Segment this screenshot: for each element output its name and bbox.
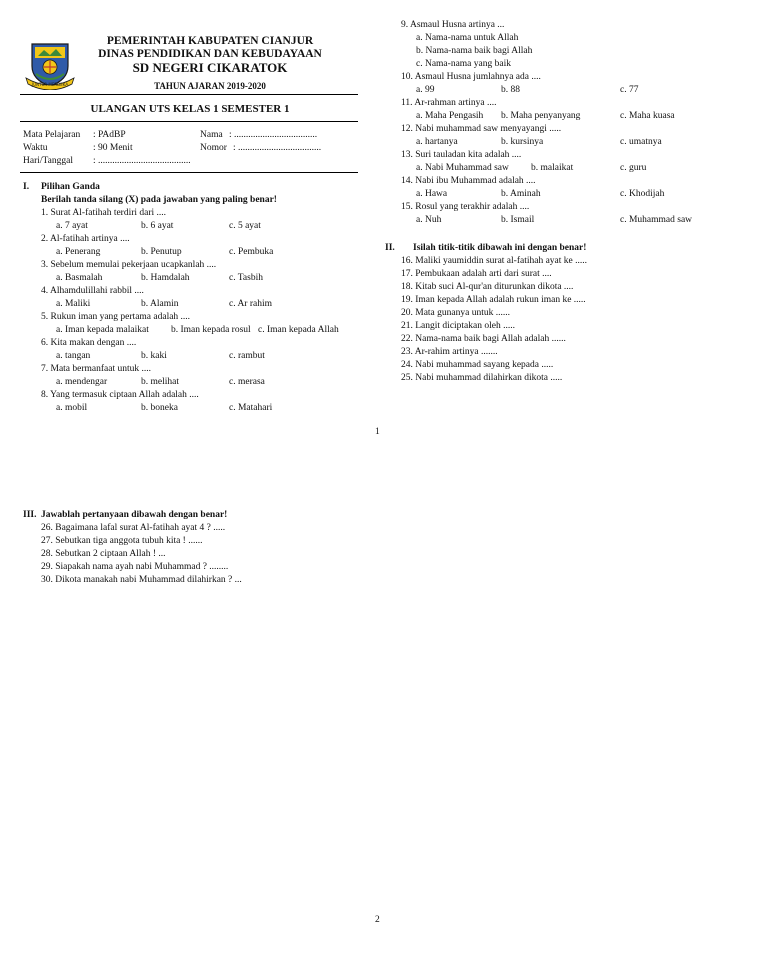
essay-item-26: 26. Bagaimana lafal surat Al-fatihah ayat 4 ? ..... bbox=[41, 523, 226, 533]
question-4-text: 4. Alhamdulillahi rabbil .... bbox=[41, 286, 144, 296]
question-5-option-b: b. Iman kepada rosul bbox=[171, 325, 251, 335]
fill-item-23: 23. Ar-rahim artinya ....... bbox=[401, 347, 498, 357]
header-line-4: TAHUN AJARAN 2019-2020 bbox=[154, 81, 266, 91]
question-15-option-b: b. Ismail bbox=[501, 215, 535, 225]
nomor-value: : ................................... bbox=[233, 143, 322, 153]
question-5-option-c: c. Iman kepada Allah bbox=[258, 325, 339, 335]
exam-title: ULANGAN UTS KELAS 1 SEMESTER 1 bbox=[90, 103, 290, 115]
question-15-text: 15. Rosul yang terakhir adalah .... bbox=[401, 202, 530, 212]
q9-option-c: c. Nama-nama yang baik bbox=[416, 59, 511, 69]
essay-item-29: 29. Siapakah nama ayah nabi Muhammad ? ........ bbox=[41, 562, 229, 572]
question-11-option-b: b. Maha penyanyang bbox=[501, 111, 581, 121]
question-14-option-c: c. Khodijah bbox=[620, 189, 665, 199]
section3-num: III. bbox=[23, 510, 37, 520]
page-number-2: 2 bbox=[375, 915, 380, 925]
question-2-option-b: b. Penutup bbox=[141, 247, 182, 257]
question-10-text: 10. Asmaul Husna jumlahnya ada .... bbox=[401, 72, 541, 82]
question-12-text: 12. Nabi muhammad saw menyayangi ..... bbox=[401, 124, 562, 134]
question-14-option-b: b. Aminah bbox=[501, 189, 541, 199]
essay-item-27: 27. Sebutkan tiga anggota tubuh kita ! ...... bbox=[41, 536, 203, 546]
question-7-option-a: a. mendengar bbox=[56, 377, 108, 387]
question-13-option-a: a. Nabi Muhammad saw bbox=[416, 163, 509, 173]
waktu-value: : 90 Menit bbox=[93, 143, 133, 153]
question-15-option-c: c. Muhammad saw bbox=[620, 215, 693, 225]
question-1-option-c: c. 5 ayat bbox=[229, 221, 261, 231]
question-11-text: 11. Ar-rahman artinya .... bbox=[401, 98, 497, 108]
q9-option-b: b. Nama-nama baik bagi Allah bbox=[416, 46, 533, 56]
question-10-option-c: c. 77 bbox=[620, 85, 639, 95]
fill-item-25: 25. Nabi muhammad dilahirkan dikota ..... bbox=[401, 373, 563, 383]
fill-item-17: 17. Pembukaan adalah arti dari surat .... bbox=[401, 269, 552, 279]
question-12-option-b: b. kursinya bbox=[501, 137, 544, 147]
question-13-text: 13. Suri tauladan kita adalah .... bbox=[401, 150, 522, 160]
question-13-option-c: c. guru bbox=[620, 163, 647, 173]
question-15-option-a: a. Nuh bbox=[416, 215, 442, 225]
question-2-option-a: a. Penerang bbox=[56, 247, 101, 257]
question-2-option-c: c. Pembuka bbox=[229, 247, 274, 257]
fill-item-19: 19. Iman kepada Allah adalah rukun iman ke ..... bbox=[401, 295, 586, 305]
hari-value: : ....................................... bbox=[93, 156, 191, 166]
question-5-option-a: a. Iman kepada malaikat bbox=[56, 325, 149, 335]
section2-title: Isilah titik-titik dibawah ini dengan benar! bbox=[413, 243, 587, 253]
question-12-option-c: c. umatnya bbox=[620, 137, 662, 147]
question-1-option-a: a. 7 ayat bbox=[56, 221, 88, 231]
mapel-label: Mata Pelajaran bbox=[23, 130, 81, 140]
fill-item-18: 18. Kitab suci Al-qur'an diturunkan dikota .... bbox=[401, 282, 574, 292]
question-10-option-b: b. 88 bbox=[501, 85, 520, 95]
question-7-text: 7. Mata bermanfaat untuk .... bbox=[41, 364, 152, 374]
q9-option-a: a. Nama-nama untuk Allah bbox=[416, 33, 519, 43]
header-line-1: PEMERINTAH KABUPATEN CIANJUR bbox=[106, 35, 314, 47]
question-6-option-b: b. kaki bbox=[141, 351, 167, 361]
nomor-label: Nomor bbox=[200, 143, 227, 153]
question-13-option-b: b. malaikat bbox=[531, 163, 574, 173]
question-7-option-c: c. merasa bbox=[229, 377, 265, 387]
nama-label: Nama bbox=[200, 130, 223, 140]
header-line-3: SD NEGERI CIKARATOK bbox=[132, 60, 288, 75]
question-7-option-b: b. melihat bbox=[141, 377, 179, 387]
question-1-option-b: b. 6 ayat bbox=[141, 221, 174, 231]
question-11-option-c: c. Maha kuasa bbox=[620, 111, 675, 121]
section2-num: II. bbox=[385, 243, 395, 253]
essay-item-28: 28. Sebutkan 2 ciptaan Allah ! ... bbox=[41, 549, 166, 559]
section1-instruction: Berilah tanda silang (X) pada jawaban yang paling benar! bbox=[41, 195, 277, 205]
question-2-text: 2. Al-fatihah artinya .... bbox=[41, 234, 130, 244]
page-number-1: 1 bbox=[375, 427, 380, 437]
header-divider bbox=[20, 94, 358, 95]
question-10-option-a: a. 99 bbox=[416, 85, 435, 95]
question-4-option-b: b. Alamin bbox=[141, 299, 179, 309]
question-8-option-a: a. mobil bbox=[56, 403, 88, 413]
fill-item-20: 20. Mata gunanya untuk ...... bbox=[401, 308, 510, 318]
question-6-option-a: a. tangan bbox=[56, 351, 91, 361]
question-8-option-b: b. boneka bbox=[141, 403, 178, 413]
question-3-option-c: c. Tasbih bbox=[229, 273, 263, 283]
fill-item-16: 16. Maliki yaumiddin surat al-fatihah ayat ke ..... bbox=[401, 256, 587, 266]
question-6-text: 6. Kita makan dengan .... bbox=[41, 338, 137, 348]
essay-item-30: 30. Dikota manakah nabi Muhammad dilahirkan ? ... bbox=[41, 575, 242, 585]
question-3-option-b: b. Hamdalah bbox=[141, 273, 190, 283]
question-1-text: 1. Surat Al-fatihah terdiri dari .... bbox=[41, 208, 167, 218]
question-14-option-a: a. Hawa bbox=[416, 189, 448, 199]
question-4-option-a: a. Maliki bbox=[56, 299, 91, 309]
school-logo bbox=[24, 40, 76, 90]
waktu-label: Waktu bbox=[23, 143, 48, 153]
question-8-option-c: c. Matahari bbox=[229, 403, 273, 413]
question-8-text: 8. Yang termasuk ciptaan Allah adalah .... bbox=[41, 390, 199, 400]
title-divider bbox=[20, 121, 358, 122]
section1-num: I. bbox=[23, 182, 30, 192]
logo-ribbon-text: JUNTUR MERDEKA bbox=[31, 82, 69, 87]
question-6-option-c: c. rambut bbox=[229, 351, 265, 361]
fill-item-24: 24. Nabi muhammad sayang kepada ..... bbox=[401, 360, 554, 370]
question-14-text: 14. Nabi ibu Muhammad adalah .... bbox=[401, 176, 536, 186]
question-5-text: 5. Rukun iman yang pertama adalah .... bbox=[41, 312, 191, 322]
q9-text: 9. Asmaul Husna artinya ... bbox=[401, 20, 505, 30]
section1-title: Pilihan Ganda bbox=[41, 182, 100, 192]
question-3-option-a: a. Basmalah bbox=[56, 273, 103, 283]
question-11-option-a: a. Maha Pengasih bbox=[416, 111, 484, 121]
section3-title: Jawablah pertanyaan dibawah dengan benar! bbox=[41, 510, 228, 520]
fill-item-22: 22. Nama-nama baik bagi Allah adalah ...... bbox=[401, 334, 566, 344]
mapel-value: : PAdBP bbox=[93, 130, 126, 140]
question-3-text: 3. Sebelum memulai pekerjaan ucapkanlah .... bbox=[41, 260, 217, 270]
nama-value: : ................................... bbox=[229, 130, 318, 140]
question-12-option-a: a. hartanya bbox=[416, 137, 458, 147]
header-line-2: DINAS PENDIDIKAN DAN KEBUDAYAAN bbox=[98, 48, 322, 60]
question-4-option-c: c. Ar rahim bbox=[229, 299, 273, 309]
info-divider bbox=[20, 172, 358, 173]
hari-label: Hari/Tanggal bbox=[23, 156, 73, 166]
fill-item-21: 21. Langit diciptakan oleh ..... bbox=[401, 321, 515, 331]
